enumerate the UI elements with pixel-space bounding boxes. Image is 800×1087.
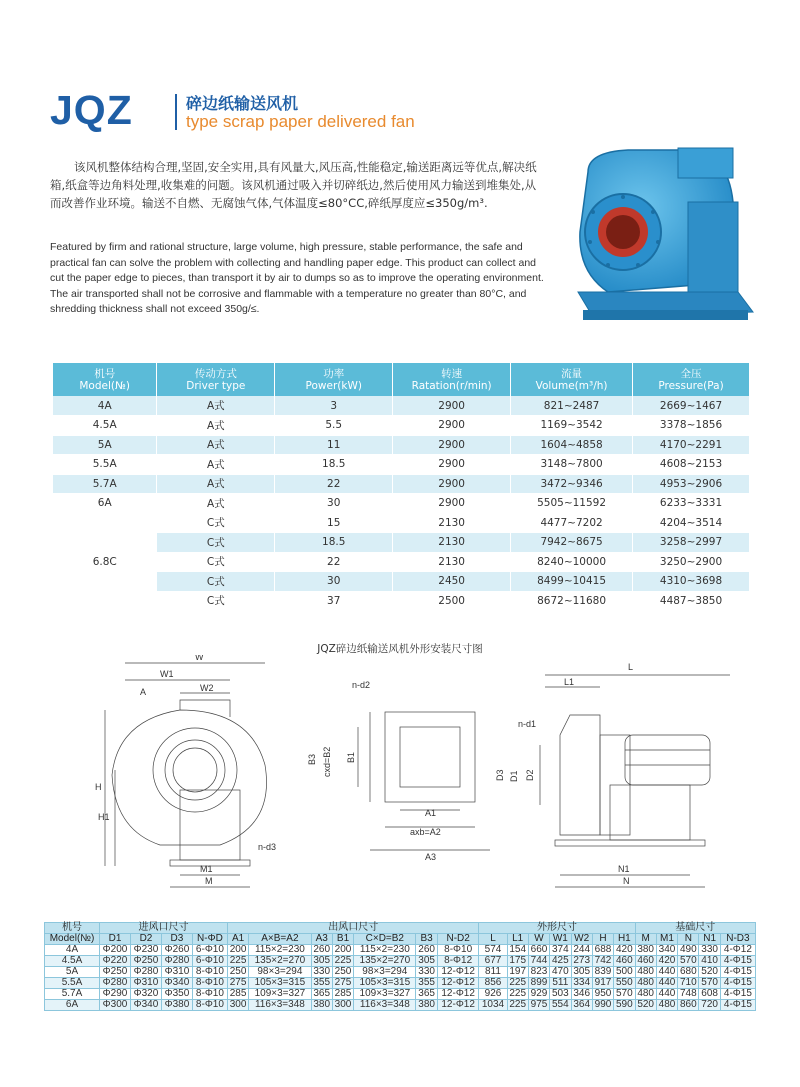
dim-cell: Φ290 [100, 989, 131, 1000]
dim-cell: 109×3=327 [354, 989, 416, 1000]
dim-label-D2: D2 [525, 769, 535, 781]
dim-cell: 950 [592, 989, 613, 1000]
col-speed: 转速 Ratation(r/min) [393, 363, 511, 396]
dim-cell: 365 [311, 989, 332, 1000]
table-row [45, 978, 756, 989]
dim-cell: 380 [311, 1000, 332, 1011]
dim-cell: 480 [656, 1000, 677, 1011]
cell-power: 3 [275, 396, 393, 416]
dim-cell: 1034 [479, 1000, 507, 1011]
cell-volume: 3148~7800 [511, 455, 633, 475]
cell-drive: C式 [157, 513, 275, 533]
cell-pressure: 4170~2291 [633, 435, 750, 455]
dim-cell: 8-Φ12 [437, 956, 479, 967]
dim-cell: Φ300 [100, 1000, 131, 1011]
dim-col-header: B3 [416, 934, 437, 945]
dim-col-header: A×B=A2 [249, 934, 311, 945]
cell-drive: A式 [157, 435, 275, 455]
dim-cell: 12-Φ12 [437, 1000, 479, 1011]
dim-cell: 300 [332, 1000, 353, 1011]
dim-cell: 275 [227, 978, 248, 989]
table-row [45, 945, 756, 956]
figure-title: JQZ碎边纸输送风机外形安装尺寸图 [317, 643, 483, 655]
dim-cell: 926 [479, 989, 507, 1000]
dim-cell: Φ280 [100, 978, 131, 989]
dim-cell: 975 [528, 1000, 549, 1011]
dim-cell: Φ260 [161, 945, 192, 956]
col-model: 机号 Model(№) [53, 363, 157, 396]
table-row [53, 513, 750, 533]
dim-group-outline: 外形尺寸 [479, 923, 635, 934]
dim-cell: 275 [332, 978, 353, 989]
dim-col-header: H [592, 934, 613, 945]
dim-cell: 225 [227, 956, 248, 967]
dim-col-model: Model(№) [45, 934, 100, 945]
dim-cell: 490 [678, 945, 699, 956]
dim-cell: Φ250 [100, 967, 131, 978]
dim-cell: 225 [507, 1000, 528, 1011]
dim-cell: 135×2=270 [354, 956, 416, 967]
cell-drive: C式 [157, 552, 275, 572]
installation-drawing [40, 655, 760, 905]
dim-cell: 440 [656, 967, 677, 978]
dim-cell: 116×3=348 [354, 1000, 416, 1011]
title-divider [175, 94, 177, 130]
cell-speed: 2900 [393, 416, 511, 436]
cell-volume: 1604~4858 [511, 435, 633, 455]
cell-volume: 8240~10000 [511, 552, 633, 572]
dim-label-N: N [623, 876, 630, 886]
dim-cell: 340 [656, 945, 677, 956]
dim-label-M: M [205, 876, 213, 886]
cell-volume: 8499~10415 [511, 572, 633, 592]
dim-cell: 425 [550, 956, 571, 967]
dim-cell: 300 [227, 1000, 248, 1011]
dim-label-W1: W1 [160, 669, 174, 679]
dim-cell: 929 [528, 989, 549, 1000]
dim-cell: 6-Φ10 [192, 945, 227, 956]
dim-label-D1: D1 [509, 770, 519, 782]
dim-cell: 856 [479, 978, 507, 989]
dim-cell: 4.5A [45, 956, 100, 967]
table-row [53, 416, 750, 436]
dim-cell: 12-Φ12 [437, 967, 479, 978]
dim-cell: 520 [635, 1000, 656, 1011]
dim-cell: Φ200 [100, 945, 131, 956]
dim-cell: 5.7A [45, 989, 100, 1000]
dim-cell: 200 [332, 945, 353, 956]
dim-cell: 330 [699, 945, 720, 956]
dim-cell: 109×3=327 [249, 989, 311, 1000]
cell-pressure: 4204~3514 [633, 513, 750, 533]
dim-cell: 710 [678, 978, 699, 989]
table-row [45, 956, 756, 967]
cell-volume: 7942~8675 [511, 533, 633, 553]
dim-cell: 330 [416, 967, 437, 978]
dim-cell: 6A [45, 1000, 100, 1011]
dim-cell: Φ350 [161, 989, 192, 1000]
dim-cell: 115×2=230 [249, 945, 311, 956]
table-row [45, 967, 756, 978]
dim-label-cxd: cxd=B2 [322, 746, 332, 777]
dim-cell: 260 [416, 945, 437, 956]
cell-model: 4A [53, 396, 157, 416]
cell-drive: C式 [157, 591, 275, 611]
cell-drive: A式 [157, 396, 275, 416]
dim-cell: 105×3=315 [249, 978, 311, 989]
cell-pressure: 3250~2900 [633, 552, 750, 572]
dim-cell: 355 [416, 978, 437, 989]
dim-label-B3: B3 [307, 753, 317, 765]
cell-pressure: 3258~2997 [633, 533, 750, 553]
dim-cell: 480 [635, 978, 656, 989]
dim-cell: Φ320 [131, 989, 162, 1000]
dim-cell: 500 [614, 967, 635, 978]
cell-drive: C式 [157, 533, 275, 553]
cell-model: 4.5A [53, 416, 157, 436]
dim-cell: 8-Φ10 [192, 978, 227, 989]
side-view-drawing [95, 655, 276, 887]
table-row [53, 494, 750, 514]
cell-power: 22 [275, 474, 393, 494]
dim-cell: 105×3=315 [354, 978, 416, 989]
dim-group-inlet: 进风口尺寸 [100, 923, 228, 934]
dim-cell: 305 [416, 956, 437, 967]
dim-label-axb: axb=A2 [410, 827, 441, 837]
cell-speed: 2900 [393, 396, 511, 416]
col-drive: 传动方式 Driver type [157, 363, 275, 396]
dim-cell: 570 [614, 989, 635, 1000]
dim-cell: 8-Φ10 [192, 967, 227, 978]
cell-model: 5.5A [53, 455, 157, 475]
outlet-flange-drawing [307, 680, 490, 862]
dim-cell: 98×3=294 [354, 967, 416, 978]
dim-col-header: D3 [161, 934, 192, 945]
cell-pressure: 4310~3698 [633, 572, 750, 592]
cell-volume: 4477~7202 [511, 513, 633, 533]
dim-cell: 6-Φ10 [192, 956, 227, 967]
table-row [53, 396, 750, 416]
front-view-drawing [495, 662, 730, 887]
dim-cell: 355 [311, 978, 332, 989]
dim-cell: 480 [635, 989, 656, 1000]
dim-cell: 225 [332, 956, 353, 967]
dim-cell: 574 [479, 945, 507, 956]
dim-cell: 5A [45, 967, 100, 978]
dim-cell: 98×3=294 [249, 967, 311, 978]
cell-pressure: 4608~2153 [633, 455, 750, 475]
dim-cell: 570 [678, 956, 699, 967]
cell-volume: 3472~9346 [511, 474, 633, 494]
cell-pressure: 3378~1856 [633, 416, 750, 436]
cell-volume: 1169~3542 [511, 416, 633, 436]
dim-cell: 990 [592, 1000, 613, 1011]
cell-model: 6A [53, 494, 157, 514]
dim-col-header: M1 [656, 934, 677, 945]
cell-volume: 5505~11592 [511, 494, 633, 514]
cell-model: 6.8C [53, 513, 157, 611]
cell-speed: 2500 [393, 591, 511, 611]
dim-cell: 334 [571, 978, 592, 989]
dim-cell: 135×2=270 [249, 956, 311, 967]
dim-col-header: H1 [614, 934, 635, 945]
dim-cell: 688 [592, 945, 613, 956]
cell-speed: 2130 [393, 513, 511, 533]
dim-cell: 365 [416, 989, 437, 1000]
dim-cell: 4-Φ15 [720, 1000, 755, 1011]
dim-cell: 12-Φ12 [437, 978, 479, 989]
dim-cell: 480 [635, 967, 656, 978]
title-cn: 碎边纸输送风机 [186, 94, 299, 113]
col-volume: 流量 Volume(m³/h) [511, 363, 633, 396]
cell-drive: A式 [157, 416, 275, 436]
dim-col-header: N-D3 [720, 934, 755, 945]
dim-cell: 4-Φ15 [720, 956, 755, 967]
cell-power: 30 [275, 572, 393, 592]
dim-cell: 4-Φ15 [720, 967, 755, 978]
dim-cell: 460 [635, 956, 656, 967]
cell-power: 18.5 [275, 533, 393, 553]
dim-cell: 4-Φ15 [720, 989, 755, 1000]
table-row [53, 533, 750, 553]
cell-power: 11 [275, 435, 393, 455]
dim-cell: 273 [571, 956, 592, 967]
dim-label-nd2: n-d2 [352, 680, 371, 690]
dim-cell: 244 [571, 945, 592, 956]
dim-cell: 330 [311, 967, 332, 978]
dim-cell: 744 [528, 956, 549, 967]
dim-label-B1: B1 [346, 751, 356, 763]
dim-col-header: D2 [131, 934, 162, 945]
dim-cell: 660 [528, 945, 549, 956]
dim-col-header: A1 [227, 934, 248, 945]
dim-label-H1: H1 [98, 812, 110, 822]
dim-cell: 460 [614, 956, 635, 967]
dim-cell: 4-Φ12 [720, 945, 755, 956]
dim-cell: Φ310 [131, 978, 162, 989]
table-row [53, 474, 750, 494]
product-code: JQZ [50, 87, 133, 133]
table-header-row [53, 363, 750, 396]
dim-col-header: W2 [571, 934, 592, 945]
dim-cell: 917 [592, 978, 613, 989]
cell-volume: 821~2487 [511, 396, 633, 416]
dim-cell: 250 [332, 967, 353, 978]
dim-cell: Φ230 [131, 945, 162, 956]
dim-cell: 8-Φ10 [192, 989, 227, 1000]
cell-pressure: 2669~1467 [633, 396, 750, 416]
dim-cell: Φ220 [100, 956, 131, 967]
dim-cell: 420 [614, 945, 635, 956]
dim-col-header: D1 [100, 934, 131, 945]
dim-cell: 410 [699, 956, 720, 967]
dim-cell: 260 [311, 945, 332, 956]
dim-label-A: A [140, 687, 147, 697]
fan-product-image [568, 142, 758, 332]
dim-col-header: N-D2 [437, 934, 479, 945]
cell-pressure: 4953~2906 [633, 474, 750, 494]
dim-cell: Φ280 [131, 967, 162, 978]
dim-cell: 285 [332, 989, 353, 1000]
dim-cell: 115×2=230 [354, 945, 416, 956]
dim-cell: 520 [699, 967, 720, 978]
title-en: type scrap paper delivered fan [186, 112, 415, 131]
dim-cell: 511 [550, 978, 571, 989]
dim-col-header: A3 [311, 934, 332, 945]
dim-cell: 8-Φ10 [192, 1000, 227, 1011]
cell-speed: 2900 [393, 455, 511, 475]
dim-cell: 823 [528, 967, 549, 978]
dim-cell: Φ380 [161, 1000, 192, 1011]
dim-cell: 4-Φ15 [720, 978, 755, 989]
dim-group-foundation: 基础尺寸 [635, 923, 756, 934]
dim-cell: 811 [479, 967, 507, 978]
dim-cell: 285 [227, 989, 248, 1000]
cell-drive: C式 [157, 572, 275, 592]
dim-cell: 470 [550, 967, 571, 978]
cell-power: 30 [275, 494, 393, 514]
dim-cell: 680 [678, 967, 699, 978]
dim-cell: Φ340 [161, 978, 192, 989]
dim-cell: 197 [507, 967, 528, 978]
dim-cell: 12-Φ12 [437, 989, 479, 1000]
dim-cell: 748 [678, 989, 699, 1000]
dim-col-model-cn: 机号 [45, 923, 100, 934]
cell-pressure: 4487~3850 [633, 591, 750, 611]
dim-cell: 742 [592, 956, 613, 967]
dim-cell: Φ250 [131, 956, 162, 967]
cell-volume: 8672~11680 [511, 591, 633, 611]
dim-cell: 200 [227, 945, 248, 956]
table-row [53, 552, 750, 572]
dim-col-header-row [45, 934, 756, 945]
table-row [53, 572, 750, 592]
dim-cell: 570 [699, 978, 720, 989]
dim-label-M1: M1 [200, 864, 213, 874]
dim-label-A3: A3 [425, 852, 437, 862]
dim-label-L1: L1 [564, 677, 575, 687]
description-en: Featured by firm and rational structure, large volume, high pressure, stable performance, the safe and practical fan can solve the problem with collecting and handling paper edge. This product can collect and cut the paper edge to pieces, than transport it by air to dumps so as to improve the operating environment. The air transported shall not be corrosive and flammable with a temperature no greater than 80°C, and shredding thickness shall not exceed 350g/≤. [50, 241, 544, 315]
dim-cell: 364 [571, 1000, 592, 1011]
dim-col-header: N [678, 934, 699, 945]
dim-label-A1: A1 [425, 808, 437, 818]
dim-cell: Φ340 [131, 1000, 162, 1011]
dim-col-header: B1 [332, 934, 353, 945]
dim-group-header-row [45, 923, 756, 934]
performance-table [53, 363, 750, 611]
dim-cell: 380 [635, 945, 656, 956]
cell-pressure: 6233~3331 [633, 494, 750, 514]
dim-cell: 440 [656, 989, 677, 1000]
cell-power: 18.5 [275, 455, 393, 475]
dimension-table [44, 922, 756, 1011]
cell-drive: A式 [157, 455, 275, 475]
dim-cell: 420 [656, 956, 677, 967]
cell-drive: A式 [157, 494, 275, 514]
dim-cell: 503 [550, 989, 571, 1000]
dim-cell: 677 [479, 956, 507, 967]
dim-col-header: L [479, 934, 507, 945]
table-row [53, 435, 750, 455]
dim-label-nd3: n-d3 [258, 842, 277, 852]
dim-cell: 550 [614, 978, 635, 989]
dim-label-D3: D3 [495, 769, 505, 781]
dim-col-header: C×D=B2 [354, 934, 416, 945]
cell-model: 5.7A [53, 474, 157, 494]
dim-cell: 608 [699, 989, 720, 1000]
table-row [53, 455, 750, 475]
col-pressure: 全压 Pressure(Pa) [633, 363, 750, 396]
dim-cell: 175 [507, 956, 528, 967]
cell-power: 37 [275, 591, 393, 611]
cell-speed: 2130 [393, 533, 511, 553]
dim-cell: 8-Φ10 [437, 945, 479, 956]
dim-cell: 554 [550, 1000, 571, 1011]
cell-speed: 2900 [393, 474, 511, 494]
dim-cell: 305 [571, 967, 592, 978]
cell-drive: A式 [157, 474, 275, 494]
dim-cell: 720 [699, 1000, 720, 1011]
cell-speed: 2900 [393, 435, 511, 455]
table-row [53, 591, 750, 611]
dim-cell: 380 [416, 1000, 437, 1011]
table-row [45, 989, 756, 1000]
dim-cell: 250 [227, 967, 248, 978]
dim-cell: 116×3=348 [249, 1000, 311, 1011]
cell-speed: 2900 [393, 494, 511, 514]
dim-cell: 590 [614, 1000, 635, 1011]
dim-cell: 5.5A [45, 978, 100, 989]
dim-label-W: W [195, 655, 204, 662]
dim-cell: 860 [678, 1000, 699, 1011]
dim-cell: Φ310 [161, 967, 192, 978]
dim-cell: 4A [45, 945, 100, 956]
dim-cell: 154 [507, 945, 528, 956]
dim-cell: 440 [656, 978, 677, 989]
dim-col-header: L1 [507, 934, 528, 945]
dim-cell: 225 [507, 978, 528, 989]
description-cn: 该风机整体结构合理,坚固,安全实用,具有风量大,风压高,性能稳定,输送距离远等优点,解决纸箱,纸盒等边角料处理,收集难的问题。该风机通过吸入并切碎纸边,然后使用风力输送到堆集处,从而改善作业环境。输送不自燃、无腐蚀气体,气体温度≤80°CC,碎纸厚度应≤350g/m³. [50, 160, 537, 210]
dim-col-header: N1 [699, 934, 720, 945]
dim-col-header: W [528, 934, 549, 945]
dim-label-H: H [95, 782, 102, 792]
dim-label-L: L [628, 662, 634, 672]
dim-col-header: N-ΦD [192, 934, 227, 945]
table-row [45, 1000, 756, 1011]
cell-speed: 2130 [393, 552, 511, 572]
dim-label-nd1: n-d1 [518, 719, 537, 729]
dim-cell: 346 [571, 989, 592, 1000]
dim-cell: 899 [528, 978, 549, 989]
cell-power: 15 [275, 513, 393, 533]
dim-col-header: M [635, 934, 656, 945]
dim-col-header: W1 [550, 934, 571, 945]
dim-cell: Φ280 [161, 956, 192, 967]
cell-power: 22 [275, 552, 393, 572]
dim-label-W2: W2 [200, 683, 214, 693]
cell-model: 5A [53, 435, 157, 455]
dim-label-N1: N1 [618, 864, 630, 874]
cell-speed: 2450 [393, 572, 511, 592]
dim-cell: 225 [507, 989, 528, 1000]
dim-cell: 839 [592, 967, 613, 978]
dim-cell: 374 [550, 945, 571, 956]
dim-cell: 305 [311, 956, 332, 967]
cell-power: 5.5 [275, 416, 393, 436]
col-power: 功率 Power(kW) [275, 363, 393, 396]
dim-group-outlet: 出风口尺寸 [227, 923, 479, 934]
